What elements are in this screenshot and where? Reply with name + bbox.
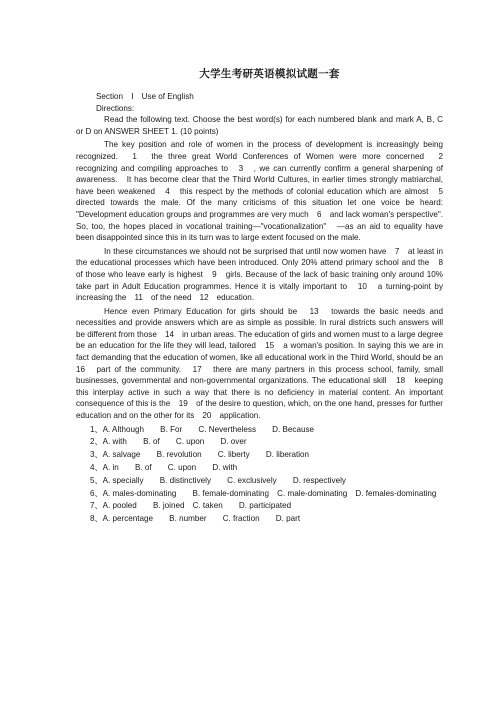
option-line-6: 6、A. males-dominating B. female-dominating C. male-dominating D. females-dominating xyxy=(90,488,437,498)
document-title: 大学生考研英语模拟试题一套 xyxy=(199,68,340,80)
passage-paragraph-3: Hence even Primary Education for girls should be 13 towards the basic needs and necessities and provide answers which are as simple as possible. In rural districts such answers will be different from those 14 in urban areas. The education of girls and women must to a large degree be an education for the life they will lead, tailored 15 a woman's position. In saying this we are in fact demanding that the education of women, like all educational work in the Third World, should be an 16 part of the community. 17 there are many partners in this process school, family, small businesses, governmental and non-governmental organizations. The educational skill 18 keeping this interplay active in such a way that there is no deficiency in material content. An important consequence of this is the 19 of the desire to question, which, on the one hand, presses for further education and on the other for its 20 application. xyxy=(76,306,452,421)
option-line-8: 8、A. percentage B. number C. fraction D. part xyxy=(90,514,301,524)
option-line-3: 3、A. salvage B. revolution C. liberty D. liberation xyxy=(90,450,310,460)
directions-label: Directions: xyxy=(96,103,135,113)
section-heading: Section Ⅰ Use of English xyxy=(96,92,194,101)
directions-text: Read the following text. Choose the best word(s) for each numbered blank and mark A, B, C or D on ANSWER SHEET 1. (10 points) xyxy=(76,115,443,136)
option-line-7: 7、A. pooled B. joined C. taken D. participated xyxy=(90,501,292,511)
passage-paragraph-2: In these circumstances we should not be surprised that until now women have 7 at least in the educational processes which have been introduced. Only 20% attend primary school and the 8 of those who leave early is highest 9 girls. Because of the lack of basic training only around 10% take part in Adult Education programmes. Hence it is vitally important to 10 a turning-point by increasing the 11 of the need 12 education. xyxy=(76,246,452,303)
option-line-1: 1、A. Although B. For C. Nevertheless D. Because xyxy=(90,424,315,434)
option-line-5: 5、A. specially B. distinctively C. exclusively D. respectively xyxy=(90,475,346,485)
passage-paragraph-1: The key position and role of women in the process of development is increasingly being recognized. 1 the three great World Conferences of Women were more concerned 2 recognizing and compiling approaches to 3 , we can currently confirm a general sharpening of awareness. It has become clear that the Third World Cultures, in earlier times strongly matriarchal, have been weakened 4 this respect by the methods of colonial education which are almost 5 directed towards the male. Of the many criticisms of this situation let one voice be heard: "Development education groups and programmes are very much 6 and lack woman's perspective". So, too, the hopes placed in vocational training—"vocationalization" —as an aid to equality have been disappointed since this in its turn was to large extent focused on the male. xyxy=(76,140,452,243)
answer-options xyxy=(76,424,443,526)
option-line-2: 2、A. with B. of C. upon D. over xyxy=(90,437,247,447)
option-line-4: 4、A. in B. of C. upon D. with xyxy=(90,463,238,473)
